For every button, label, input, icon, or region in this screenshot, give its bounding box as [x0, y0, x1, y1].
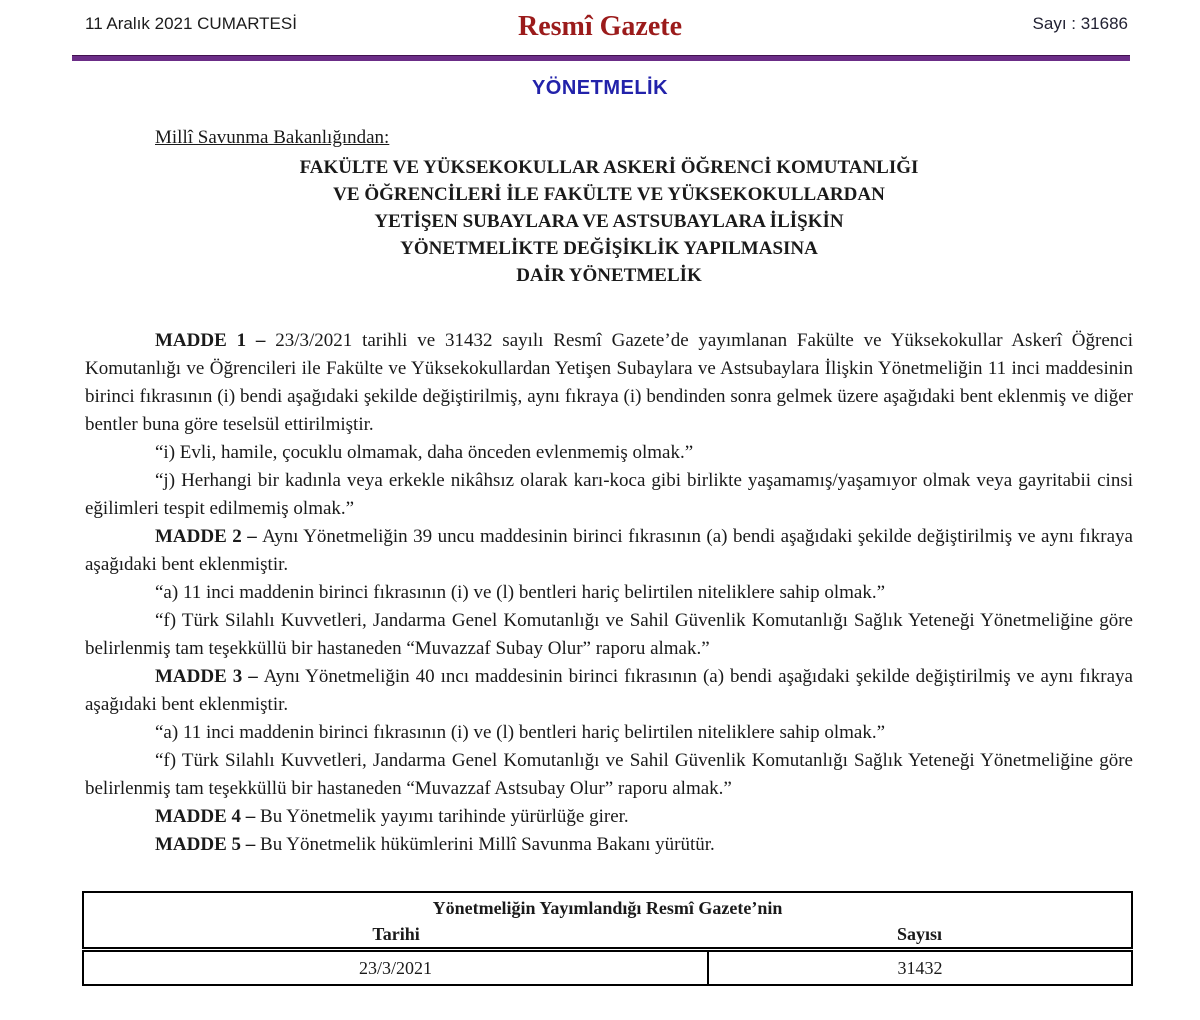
paragraph-text: Aynı Yönetmeliğin 40 ıncı maddesinin birinci fıkrasının (a) bendi aşağıdaki şekilde değiştirilmiş ve aynı fıkraya aşağıdaki bent eklenmiştir. [85, 666, 1133, 715]
issue-number: Sayı : 31686 [1032, 14, 1128, 33]
gazette-title: Resmî Gazete [517, 11, 683, 42]
section-heading: YÖNETMELİK [531, 77, 669, 99]
table-header-row [83, 921, 1132, 950]
paragraph-text: “i) Evli, hamile, çocuklu olmamak, daha önceden evlenmemiş olmak.” [155, 442, 694, 463]
publication-info-table [82, 891, 1133, 986]
column-header-sayisi: Sayısı [708, 921, 1132, 950]
paragraph-text: Bu Yönetmelik yayımı tarihinde yürürlüğe girer. [260, 806, 629, 827]
paragraph-madde-1 [85, 327, 1133, 439]
paragraph-text: Aynı Yönetmeliğin 39 uncu maddesinin birinci fıkrasının (a) bendi aşağıdaki şekilde değiştirilmiş ve aynı fıkraya aşağıdaki bent eklenmiştir. [85, 526, 1133, 575]
paragraph-quote-f-astsubay [85, 747, 1133, 803]
madde-label: MADDE 4 – [155, 806, 261, 827]
page-header [0, 0, 1200, 52]
paragraph-quote-i [85, 439, 1133, 467]
cell-publication-number: 31432 [708, 950, 1132, 986]
paragraph-text: “f) Türk Silahlı Kuvvetleri, Jandarma Genel Komutanlığı ve Sahil Güvenlik Komutanlığı Sağlık Yeteneği Yönetmeliğine göre belirlenmiş tam teşekküllü bir hastaneden “Muvazzaf Subay Olur” raporu almak.” [85, 610, 1133, 659]
title-line: YÖNETMELİKTE DEĞİŞİKLİK YAPILMASINA [400, 238, 818, 259]
paragraph-text: “f) Türk Silahlı Kuvvetleri, Jandarma Genel Komutanlığı ve Sahil Güvenlik Komutanlığı Sağlık Yeteneği Yönetmeliğine göre belirlenmiş tam teşekküllü bir hastaneden “Muvazzaf Astsubay Olur” raporu almak.” [85, 750, 1133, 799]
paragraph-quote-f-subay [85, 607, 1133, 663]
document-title [85, 154, 1133, 289]
paragraph-text: Bu Yönetmelik hükümlerini Millî Savunma Bakanı yürütür. [260, 834, 715, 855]
title-line: VE ÖĞRENCİLERİ İLE FAKÜLTE VE YÜKSEKOKULLARDAN [333, 184, 885, 205]
table-data-row [83, 950, 1132, 986]
madde-label: MADDE 1 – [155, 330, 276, 351]
madde-label: MADDE 3 – [155, 666, 264, 687]
paragraph-quote-a2 [85, 719, 1133, 747]
paragraph-text: “j) Herhangi bir kadınla veya erkekle nikâhsız olarak karı-koca gibi birlikte yaşamamış/yaşamıyor olmak veya gayritabii cinsi eğilimleri tespit edilmemiş olmak.” [85, 470, 1133, 519]
articles-block [85, 327, 1133, 859]
header-rule [72, 55, 1130, 61]
title-line: YETİŞEN SUBAYLARA VE ASTSUBAYLARA İLİŞKİN [374, 211, 844, 232]
madde-label: MADDE 5 – [155, 834, 261, 855]
paragraph-madde-3 [85, 663, 1133, 719]
paragraph-quote-a [85, 579, 1133, 607]
paragraph-quote-j [85, 467, 1133, 523]
paragraph-text: 23/3/2021 tarihli ve 31432 sayılı Resmî Gazete’de yayımlanan Fakülte ve Yüksekokullar Askerî Öğrenci Komutanlığı ve Öğrencileri ile Fakülte ve Yüksekokullardan Yetişen Subaylara ve Astsubaylara İlişkin Yönetmeliğin 11 inci maddesinin birinci fıkrasının (i) bendi aşağıdaki şekilde değiştirilmiş, aynı fıkraya (i) bendinden sonra gelmek üzere aşağıdaki bent eklenmiş ve diğer bentler buna göre teselsül ettirilmiştir. [85, 330, 1133, 435]
column-header-tarihi: Tarihi [83, 921, 708, 950]
paragraph-text: “a) 11 inci maddenin birinci fıkrasının (i) ve (l) bentleri hariç belirtilen niteliklere sahip olmak.” [155, 582, 886, 603]
document-body [85, 124, 1133, 859]
cell-publication-date: 23/3/2021 [359, 958, 433, 978]
madde-label: MADDE 2 – [155, 526, 263, 547]
paragraph-text: “a) 11 inci maddenin birinci fıkrasının (i) ve (l) bentleri hariç belirtilen niteliklere sahip olmak.” [155, 722, 886, 743]
title-line: FAKÜLTE VE YÜKSEKOKULLAR ASKERİ ÖĞRENCİ KOMUTANLIĞI [299, 157, 919, 178]
table-title: Yönetmeliğin Yayımlandığı Resmî Gazete’nin [432, 898, 783, 918]
ministry-line: Millî Savunma Bakanlığından: [155, 127, 390, 148]
paragraph-madde-2 [85, 523, 1133, 579]
title-line: DAİR YÖNETMELİK [516, 265, 702, 286]
publication-date: 11 Aralık 2021 CUMARTESİ [85, 14, 297, 33]
paragraph-madde-4 [85, 803, 1133, 831]
table-title-row [83, 892, 1132, 921]
paragraph-madde-5 [85, 831, 1133, 859]
